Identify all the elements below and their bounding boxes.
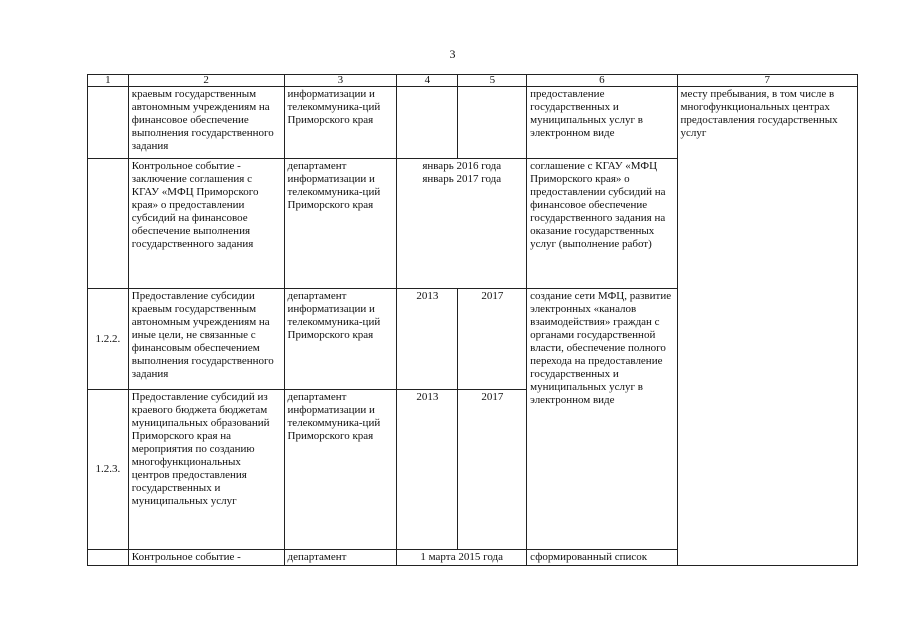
cell-number — [88, 159, 129, 289]
header-cell: 3 — [284, 75, 397, 87]
cell-end: 2017 — [458, 289, 527, 390]
cell-executor: департамент — [284, 550, 397, 566]
table-row — [88, 87, 858, 159]
cell-result: предоставление государственных и муниципальных услуг в электронном виде — [527, 87, 677, 159]
date-line: январь 2017 года — [422, 173, 502, 185]
header-cell: 7 — [677, 75, 857, 87]
header-cell: 6 — [527, 75, 677, 87]
cell-dates: 1 марта 2015 года — [397, 550, 527, 566]
header-cell: 5 — [458, 75, 527, 87]
cell-result: соглашение с КГАУ «МФЦ Приморского края» о предоставлении субсидий на финансовое обеспечение государственного задания на оказание государственных услуг (выполнение работ) — [527, 159, 677, 289]
cell-end: 2017 — [458, 390, 527, 550]
cell-measure: краевым государственным автономным учреждениям на финансовое обеспечение выполнения государственного задания — [128, 87, 284, 159]
cell-dates — [397, 159, 527, 289]
page-number: 3 — [449, 47, 456, 61]
cell-number — [88, 87, 129, 159]
cell-indicator: месту пребывания, в том числе в многофункциональных центрах предоставления государственных услуг — [677, 87, 857, 566]
cell-end — [458, 87, 527, 159]
cell-executor: информатизации и телекоммуника-ций Приморского края — [284, 87, 397, 159]
cell-start: 2013 — [397, 289, 458, 390]
cell-executor: департамент информатизации и телекоммуника-ций Приморского края — [284, 390, 397, 550]
header-cell: 2 — [128, 75, 284, 87]
cell-start: 2013 — [397, 390, 458, 550]
cell-number: 1.2.2. — [88, 289, 129, 390]
cell-number — [88, 550, 129, 566]
program-table — [87, 74, 858, 566]
cell-executor: департамент информатизации и телекоммуника-ций Приморского края — [284, 159, 397, 289]
cell-executor: департамент информатизации и телекоммуника-ций Приморского края — [284, 289, 397, 390]
cell-measure: Контрольное событие - — [128, 550, 284, 566]
cell-measure: Контрольное событие - заключение соглашения с КГАУ «МФЦ Приморского края» о предоставлении субсидий на финансовое обеспечение выполнения государственного задания — [128, 159, 284, 289]
header-cell: 1 — [88, 75, 129, 87]
cell-number: 1.2.3. — [88, 390, 129, 550]
header-cell: 4 — [397, 75, 458, 87]
cell-result: сформированный список — [527, 550, 677, 566]
cell-measure: Предоставление субсидии краевым государственным автономным учреждениям на иные цели, не связанные с финансовым обеспечением выполнения государственного задания — [128, 289, 284, 390]
header-row — [88, 75, 858, 87]
date-line: январь 2016 года — [422, 160, 502, 172]
cell-start — [397, 87, 458, 159]
cell-result: создание сети МФЦ, развитие электронных «каналов взаимодействия» граждан с органами государственной власти, обеспечение полного перехода на предоставление государственных и муниципальных услуг в электронном виде — [527, 289, 677, 550]
cell-measure: Предоставление субсидий из краевого бюджета бюджетам муниципальных образований Приморского края на мероприятия по созданию многофункциональных центров предоставления государственных и муниципальных услуг — [128, 390, 284, 550]
